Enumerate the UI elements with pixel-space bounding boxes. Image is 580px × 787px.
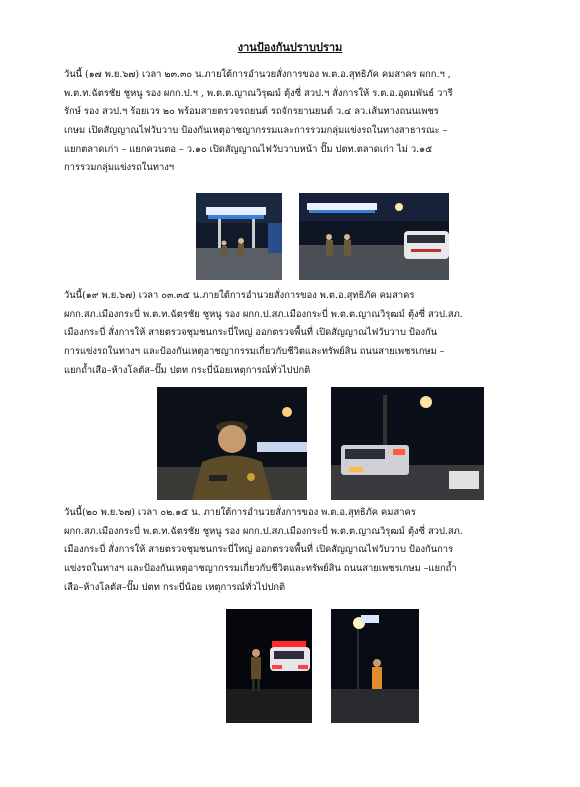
paragraph-1 (64, 66, 526, 178)
photo-patrol-vehicle-night (331, 387, 484, 500)
paragraph-2 (64, 287, 526, 380)
paragraph-line: รักษ์ รอง สวป.ฯ ร้อยเวร ๒๐ พร้อมสายตรวจรถยนต์ รถจักรยานยนต์ ว.๔ ลว.เส้นทางถนนเพชร (64, 106, 439, 118)
paragraph-line: เมืองกระบี่ สั่งการให้ สายตรวจชุมชนกระบี่ใหญ่ ออกตรวจพื้นที่ เปิดสัญญาณไฟวับวาบ ป้องกันการ (64, 544, 454, 556)
paragraph-line: ผกก.สภ.เมืองกระบี่ พ.ต.ท.ฉัตรชัย ชูหนู รอง ผกก.ป.สภ.เมืองกระบี่ พ.ต.ต.ญาณวิรุฒม์ ตุ้งซี่ สวป.สภ. (64, 525, 463, 537)
paragraph-line: แยกตลาดเก่า – แยกควนตอ – ว.๑๐ เปิดสัญญาณไฟวับวาบหน้า ปั๊ม ปตท.ตลาดเก่า ไม่ ว.๑๕ (64, 143, 433, 155)
photo-officer-streetlight (331, 609, 419, 723)
paragraph-line: เสือ–ห้างโลตัส–ปั๊ม ปตท กระบี่น้อย เหตุการณ์ทั่วไปปกติ (64, 581, 286, 593)
paragraph-line: วันนี้(๒๐ พ.ย.๖๗) เวลา ๐๒.๑๕ น. ภายใต้การอำนวยสั่งการของ พ.ต.อ.สุทธิภัค คมสาคร (64, 507, 416, 518)
paragraph-line: วันนี้(๑๙ พ.ย.๖๗) เวลา ๐๓.๓๕ น.ภายใต้การอำนวยสั่งการของ พ.ต.อ.สุทธิภัค คมสาคร (64, 290, 415, 301)
paragraph-3 (64, 504, 526, 597)
paragraph-line: แยกถ้ำเสือ–ห้างโลตัส–ปั๊ม ปตท กระบี่น้อยเหตุการณ์ทั่วไปปกติ (64, 364, 311, 376)
photo-gas-station-officers (299, 193, 449, 280)
paragraph-line: เกษม เปิดสัญญาณไฟวับวาบ ป้องกันเหตุอาชญากรรมและการรวมกลุ่มแข่งรถในทางสาธารณะ – (64, 125, 448, 137)
paragraph-line: ผกก.สภ.เมืองกระบี่ พ.ต.ท.ฉัตรชัย ชูหนู รอง ผกก.ป.สภ.เมืองกระบี่ พ.ต.ต.ญาณวิรุฒม์ ตุ้งซี่ สวป.สภ. (64, 308, 463, 320)
paragraph-line: พ.ต.ท.ฉัตรชัย ชูหนู รอง ผกก.ป.ฯ , พ.ต.ต.ญาณวิรุฒม์ ตุ้งซี่ สวป.ฯ สั่งการให้ ร.ต.อ.อุดมพันธ์ วารี (64, 87, 453, 99)
document-title: งานป้องกันปราบปราม (237, 41, 343, 54)
paragraph-line: เมืองกระบี่ สั่งการให้ สายตรวจชุมชนกระบี่ใหญ่ ออกตรวจพื้นที่ เปิดสัญญาณไฟวับวาบ ป้องกัน (64, 327, 438, 339)
paragraph-line: การแข่งรถในทางฯ และป้องกันเหตุอาชญากรรมเกี่ยวกับชีวิตและทรัพย์สิน ถนนสายเพชรเกษม – (64, 346, 445, 358)
photo-gas-station-patrol (196, 193, 282, 280)
paragraph-line: แข่งรถในทางฯ และป้องกันเหตุอาชญากรรมเกี่ยวกับชีวิตและทรัพย์สิน ถนนสายเพชรเกษม –แยกถ้ำ (64, 563, 457, 575)
photo-officer-selfie (157, 387, 307, 500)
photo-officer-police-car (226, 609, 312, 723)
paragraph-line: วันนี้ (๑๗ พ.ย.๖๗) เวลา ๒๓.๓๐ น.ภายใต้การอำนวยสั่งการของ พ.ต.อ.สุทธิภัค คมสาคร ผกก.ฯ , (64, 69, 451, 80)
paragraph-line: การรวมกลุ่มแข่งรถในทางฯ (64, 162, 175, 174)
